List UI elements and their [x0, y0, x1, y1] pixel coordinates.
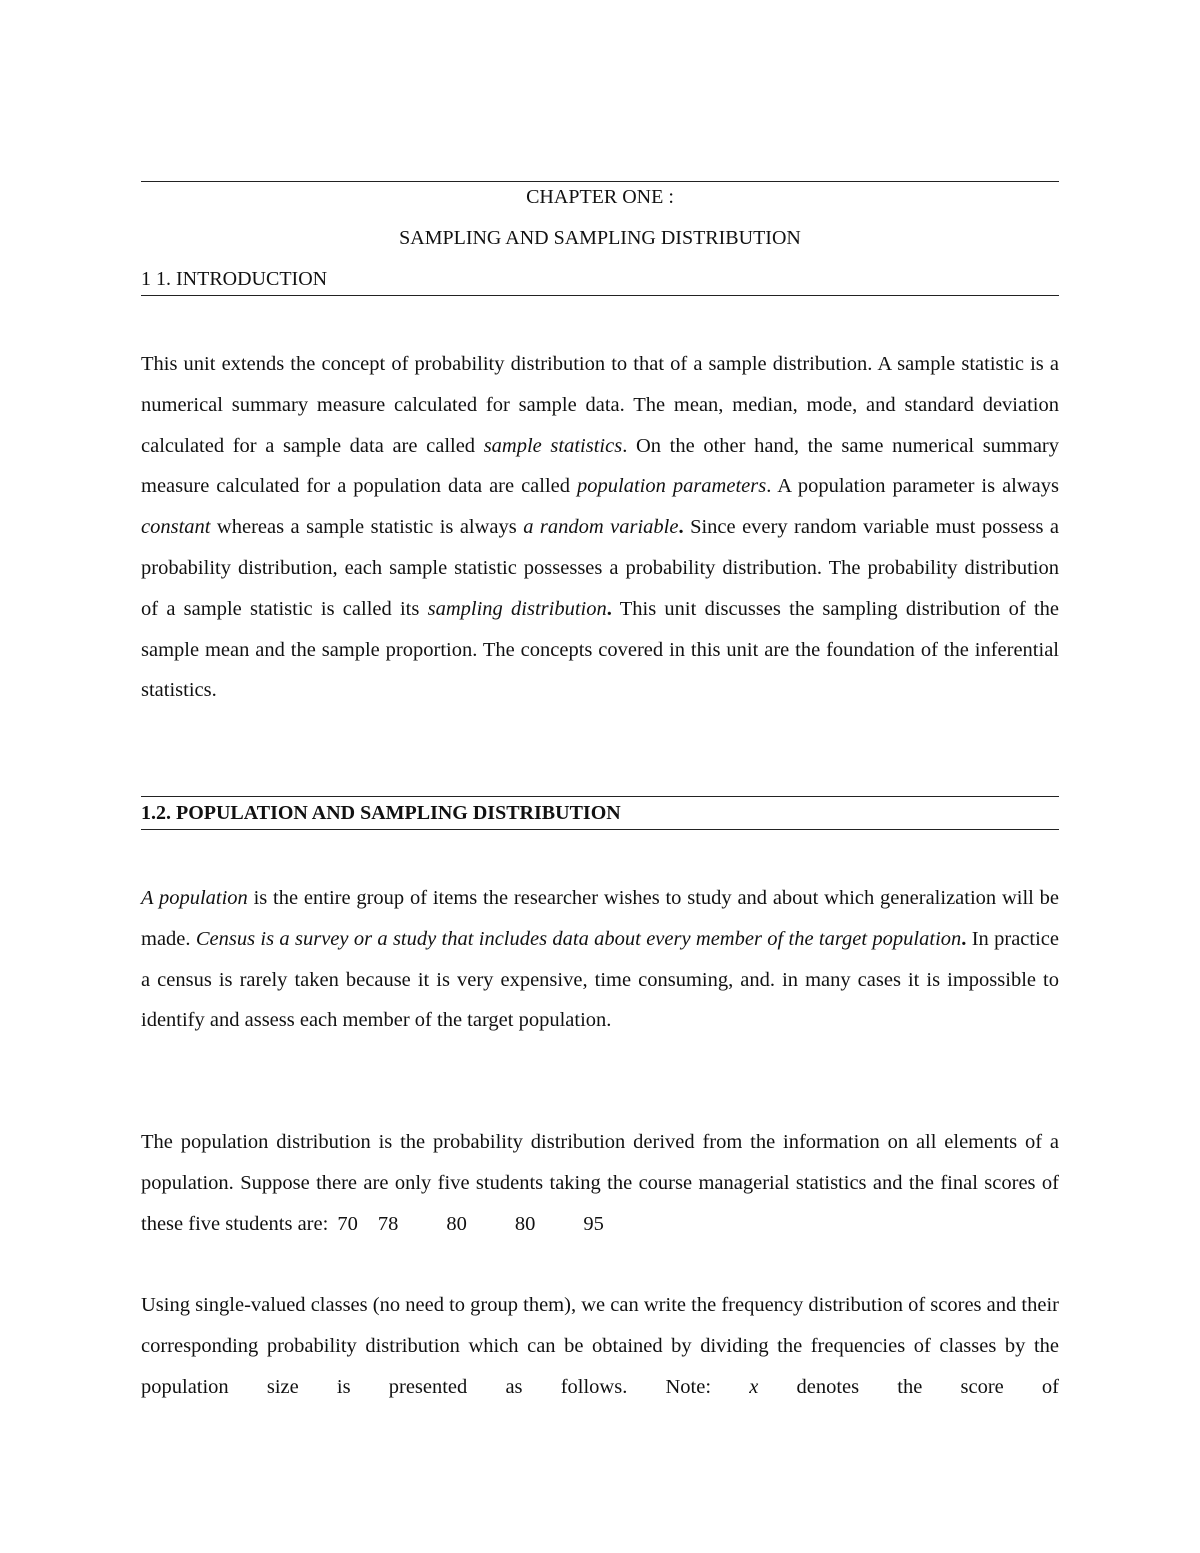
chapter-subtitle: SAMPLING AND SAMPLING DISTRIBUTION — [399, 227, 801, 249]
score-value: 70 — [337, 1212, 358, 1235]
section-rule — [141, 796, 1059, 797]
section-rule — [141, 829, 1059, 830]
score-value: 95 — [583, 1212, 604, 1235]
top-rule — [141, 181, 1059, 182]
introduction-paragraph: This unit extends the concept of probability distribution to that of a sample distribution. A sample statistic is a numerical summary measure calculated for sample data. The mean, median, mode, and standard deviation calculated for a sample data are called sample statistics. On the other hand, the same numerical summary measure calculated for a population data are called population parameters. A population parameter is always constant whereas a sample statistic is always a random variable. Since every random variable must possess a probability distribution, each sample statistic possesses a probability distribution. The probability distribution of a sample statistic is called its sampling distribution. This unit discusses the sampling distribution of the sample mean and the sample proportion. The concepts covered in this unit are the foundation of the inferential statistics. — [141, 353, 1060, 702]
score-value: 80 — [446, 1212, 467, 1235]
chapter-title: CHAPTER ONE : — [526, 186, 674, 208]
score-value: 78 — [377, 1212, 399, 1235]
population-paragraph: A population is the entire group of items the researcher wishes to study and about which generalization will be made. Census is a survey or a study that includes data about every member of the target population. In practice a census is rarely taken because it is very expensive, time consuming, and. in many cases it is impossible to identify and assess each member of the target population. — [141, 887, 1059, 1032]
population-distribution-paragraph: The population distribution is the probability distribution derived from the information on all elements of a population. Suppose there are only five students taking the course managerial statistics and the final scores of these five students are: 70 78 80 80 95 — [141, 1122, 1059, 1244]
section-heading-population: 1.2. POPULATION AND SAMPLING DISTRIBUTION — [141, 802, 621, 824]
score-value: 80 — [514, 1212, 536, 1235]
section-heading-introduction: 1 1. INTRODUCTION — [141, 268, 328, 290]
section-rule — [141, 295, 1059, 296]
frequency-distribution-paragraph: Using single-valued classes (no need to group them), we can write the frequency distribution of scores and their corresponding probability distribution which can be obtained by dividing the frequencies of classes by the population size is presented as follows. Note: x denotes the score of — [141, 1294, 1059, 1398]
